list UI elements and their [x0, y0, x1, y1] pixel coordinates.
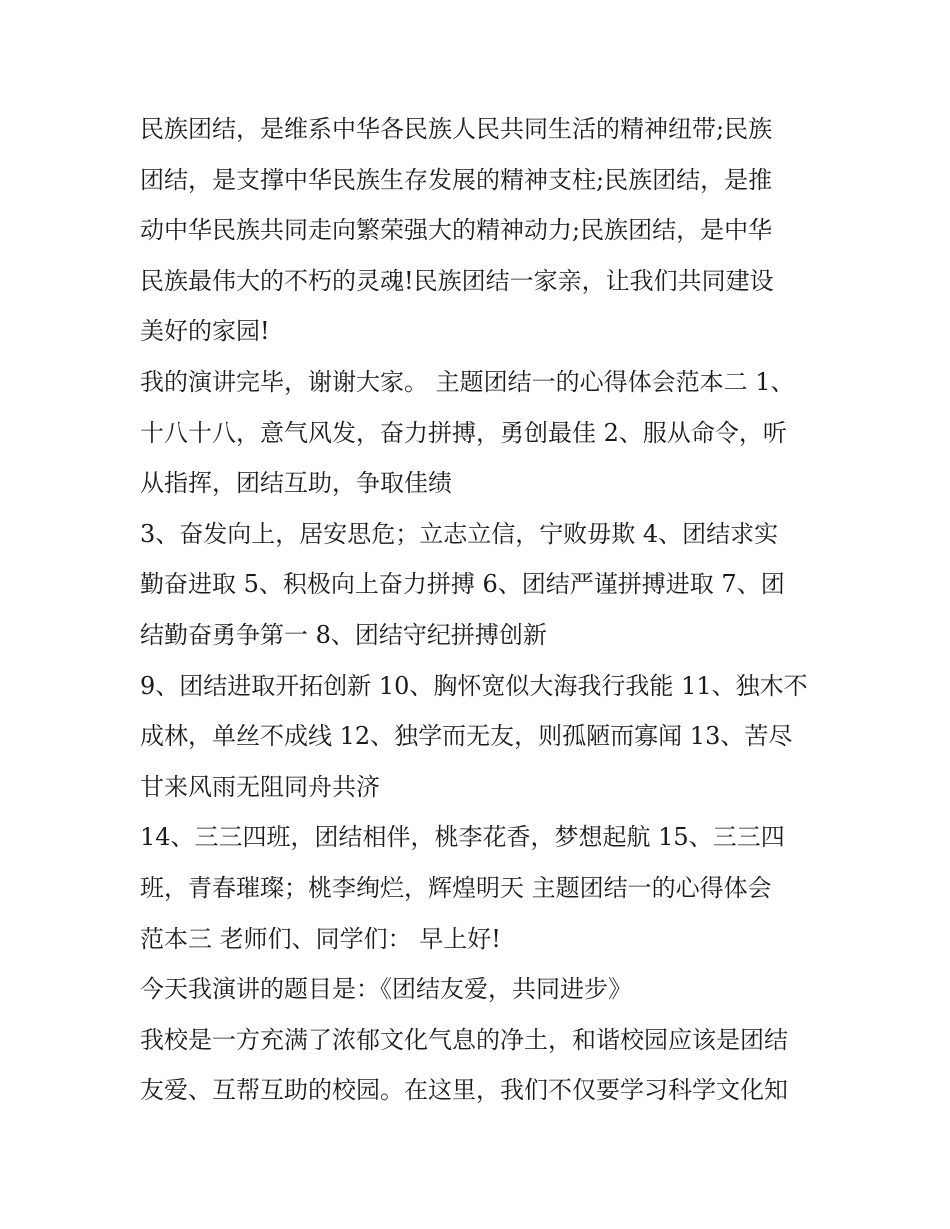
text-line: 14、三三四班，团结相伴，桃李花香，梦想起航 15、三三四 [140, 823, 785, 852]
text-line: 3、奋发向上，居安思危；立志立信，宁败毋欺 4、团结求实 [140, 519, 779, 548]
text-line: 我校是一方充满了浓郁文化气息的净土，和谐校园应该是团结 [140, 1025, 788, 1054]
text-line: 勤奋进取 5、积极向上奋力拼搏 6、团结严谨拼搏进取 7、团 [140, 570, 785, 599]
text-line: 团结，是支撑中华民族生存发展的精神支柱;民族团结，是推 [140, 165, 773, 194]
text-line: 民族团结，是维系中华各民族人民共同生活的精神纽带;民族 [140, 115, 773, 143]
text-line: 友爱、互帮互助的校园。在这里，我们不仅要学习科学文化知 [140, 1076, 788, 1105]
document-body [140, 104, 820, 1116]
text-line: 美好的家园! [140, 317, 270, 346]
text-line: 9、团结进取开拓创新 10、胸怀宽似大海我行我能 11、独木不 [140, 671, 808, 700]
text-line: 十八十八，意气风发，奋力拼搏，勇创最佳 2、服从命令，听 [140, 418, 787, 447]
text-line: 动中华民族共同走向繁荣强大的精神动力;民族团结，是中华 [140, 216, 773, 245]
text-line: 班，青春璀璨；桃李绚烂，辉煌明天 主题团结一的心得体会 [140, 873, 772, 902]
text-line: 我的演讲完毕，谢谢大家。 主题团结一的心得体会范本二 1、 [140, 367, 795, 396]
text-line: 甘来风雨无阻同舟共济 [140, 772, 380, 801]
text-line: 从指挥，团结互助，争取佳绩 [140, 469, 452, 498]
text-line: 范本三 老师们、同学们： 早上好! [140, 924, 501, 953]
text-line: 民族最伟大的不朽的灵魂!民族团结一家亲，让我们共同建设 [140, 266, 774, 295]
text-line: 成林，单丝不成线 12、独学而无友，则孤陋而寡闻 13、苦尽 [140, 722, 793, 751]
text-line: 今天我演讲的题目是：《团结友爱，共同进步》 [140, 975, 632, 1004]
text-line: 结勤奋勇争第一 8、团结守纪拼搏创新 [140, 620, 547, 649]
